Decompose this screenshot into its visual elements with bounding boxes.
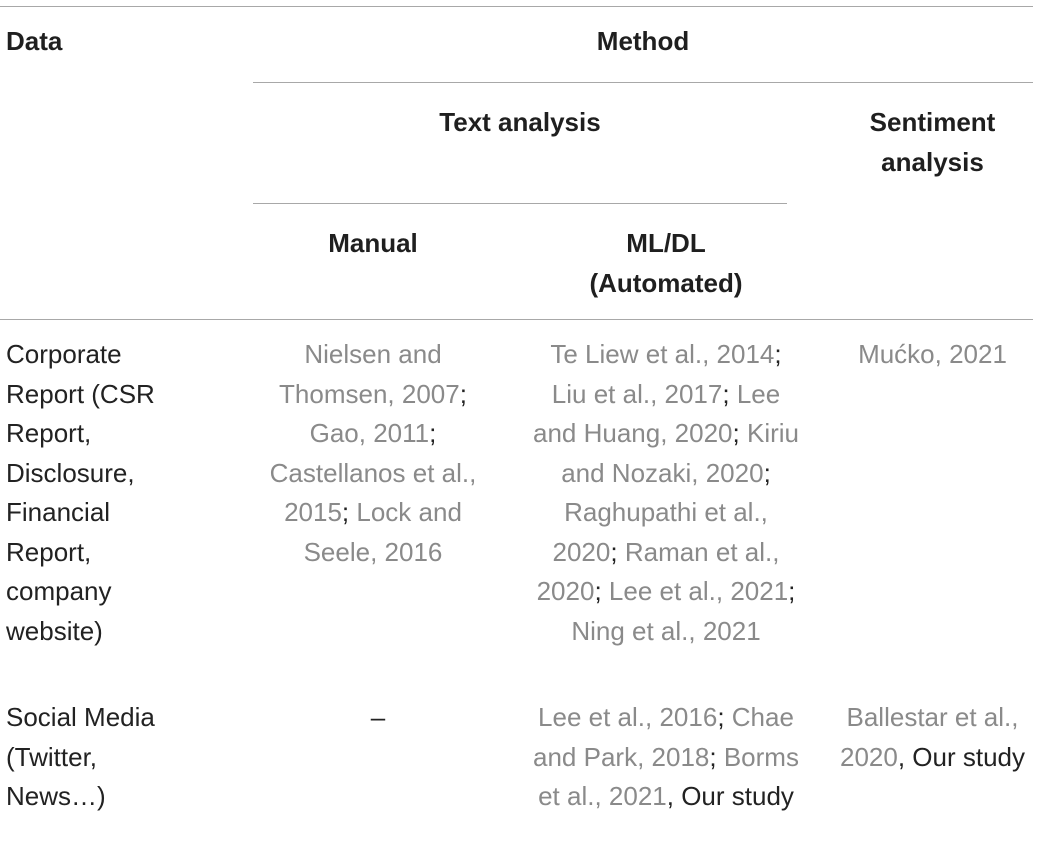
method-underline	[253, 82, 1033, 83]
citation-separator: ;	[717, 702, 725, 732]
citation: Lee et al., 2016	[538, 702, 718, 732]
citation: Gao, 2011	[309, 418, 430, 448]
row1-manual-citations	[253, 335, 493, 572]
row1-sentiment-citations	[835, 335, 1030, 375]
row2-manual-dash-text: –	[370, 702, 386, 732]
citation: Castellanos et al., 2015	[269, 457, 477, 527]
citation: Lee et al., 2021	[608, 576, 789, 606]
header-ml-dl-line2: (Automated)	[589, 267, 743, 298]
citation: Nielsen and Thomsen, 2007	[279, 339, 460, 409]
header-sentiment-analysis: Sentiment analysis	[869, 107, 996, 177]
citation: Raman et al., 2020	[536, 536, 780, 606]
citation: Ballestar et al., 2020	[839, 702, 1019, 772]
header-bottom-rule	[0, 319, 1033, 320]
citation-separator: ;	[594, 576, 602, 606]
citation: Mućko, 2021	[858, 339, 1007, 369]
header-ml-dl-line1: ML/DL	[626, 228, 706, 258]
citation-separator: ;	[459, 378, 467, 409]
citation-separator: ;	[732, 418, 740, 448]
citation-separator: ;	[341, 497, 350, 527]
citation-separator: ;	[722, 378, 730, 409]
row2-ml-dl-citations	[533, 698, 799, 817]
top-rule	[0, 6, 1033, 7]
header-manual: Manual	[328, 228, 418, 258]
own-study-label: Our study	[681, 781, 794, 811]
own-study-separator: ,	[897, 741, 906, 772]
citation-separator: ;	[774, 339, 782, 369]
header-text-analysis: Text analysis	[439, 107, 601, 137]
citation-separator: ;	[788, 576, 796, 606]
own-study-label: Our study	[912, 741, 1026, 772]
text-analysis-underline	[253, 203, 787, 204]
citation-separator: ;	[709, 741, 717, 772]
citation-separator: ;	[610, 536, 618, 567]
row1-ml-dl-citations	[533, 335, 799, 651]
citation: Lee and Huang, 2020	[533, 378, 781, 448]
row2-sentiment-citations	[835, 698, 1030, 777]
citation: Ning et al., 2021	[571, 615, 761, 646]
header-data: Data	[6, 26, 63, 56]
citation: Borms et al., 2021	[538, 741, 799, 811]
row2-manual-dash	[253, 698, 503, 738]
citation: Kiriu and Nozaki, 2020	[561, 418, 799, 488]
citation: Raghupathi et al., 2020	[552, 497, 768, 567]
row1-data-label: Corporate Report (CSR Report, Disclosure, Financial Report, company website)	[6, 339, 155, 646]
citation: Te Liew et al., 2014	[550, 339, 775, 369]
header-method: Method	[596, 26, 690, 56]
citation: Lock and Seele, 2016	[303, 497, 462, 567]
citation-separator: ;	[763, 457, 771, 488]
citation: Chae and Park, 2018	[533, 702, 794, 772]
own-study-separator: ,	[666, 781, 674, 811]
header-ml-dl	[533, 224, 799, 303]
citation: Liu et al., 2017	[551, 378, 723, 409]
row2-data-label: Social Media (Twitter, News…)	[6, 702, 155, 811]
citation-separator: ;	[429, 418, 437, 448]
